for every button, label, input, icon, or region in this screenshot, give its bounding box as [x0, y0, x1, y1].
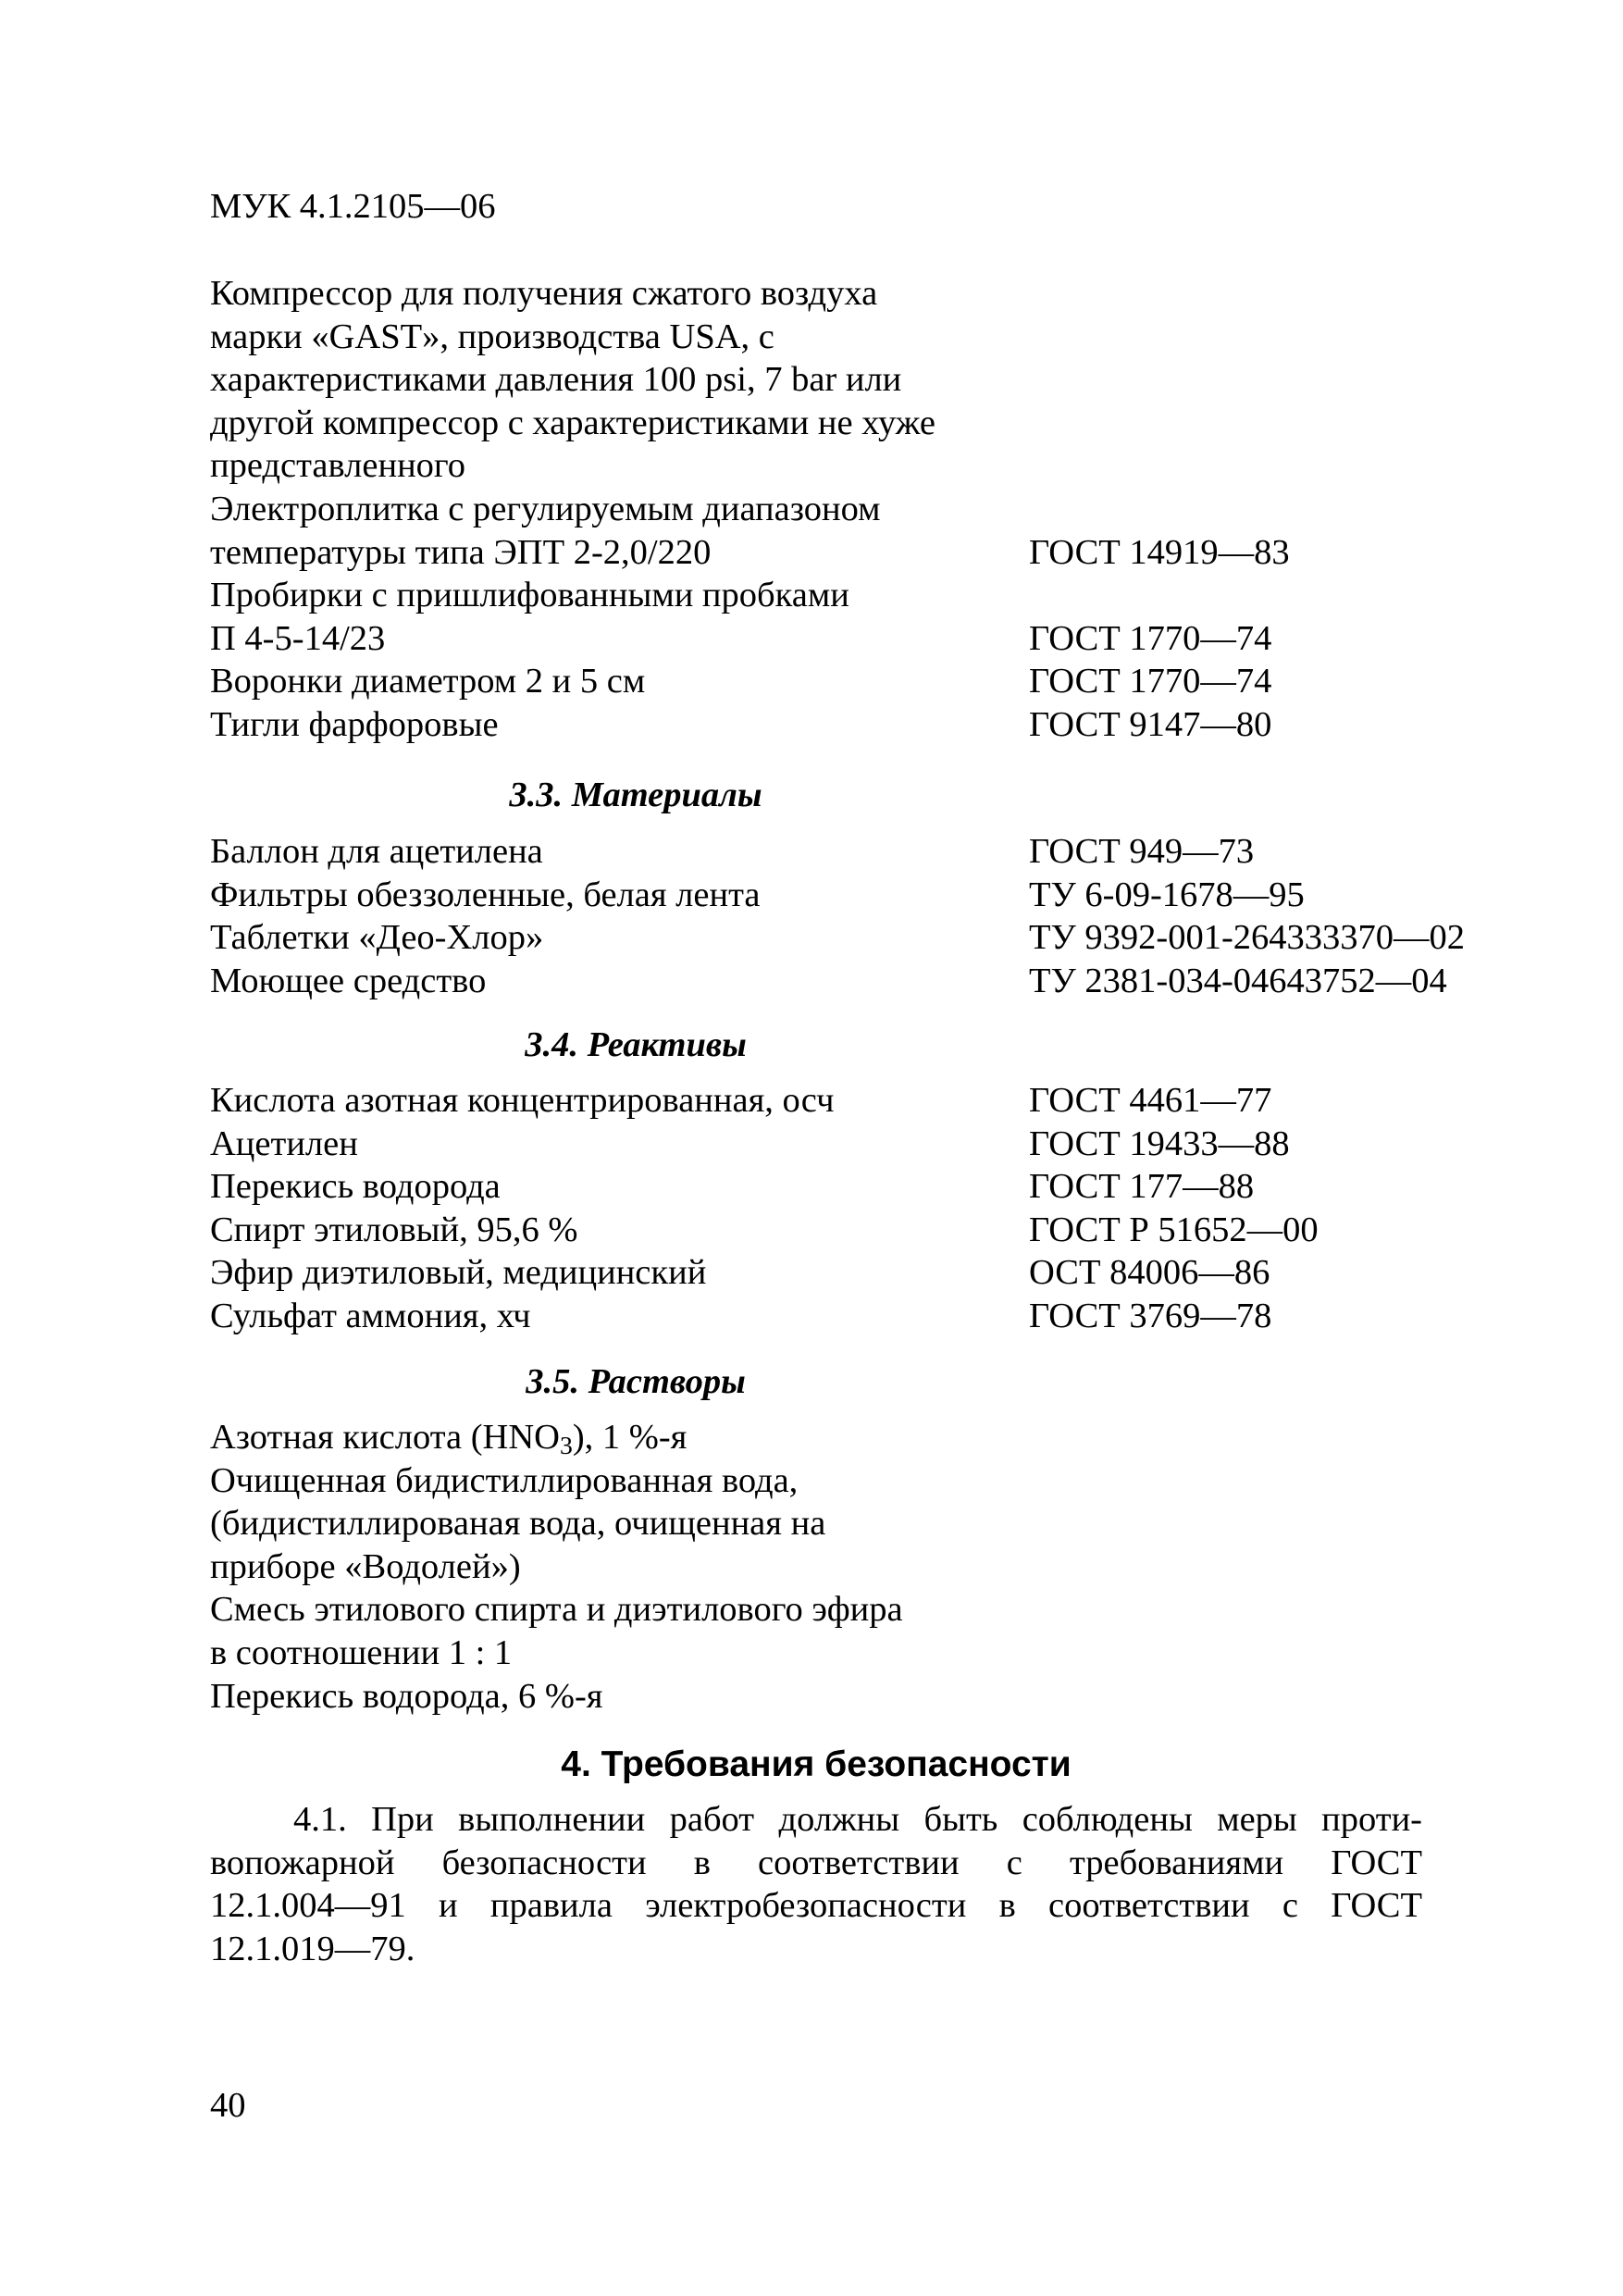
equipment-item-line: марки «GAST», производства USA, с [210, 316, 774, 356]
solution-item-line: в соотношении 1 : 1 [210, 1632, 513, 1672]
materials-list [210, 830, 1533, 1002]
equipment-item-line: характеристиками давления 100 psi, 7 bar или [210, 360, 902, 400]
equipment-item-line: Электроплитка с регулируемым диапазоном [210, 489, 881, 528]
equipment-item-line: Тигли фарфоровые [210, 704, 499, 744]
equipment-item-line: Воронки диаметром 2 и 5 см [210, 662, 646, 701]
reagent-name: Эфир диэтиловый, медицинский [210, 1253, 707, 1293]
reagent-name: Кислота азотная концентрированная, осч [210, 1081, 835, 1120]
equipment-item [210, 272, 1533, 488]
equipment-item-line: температуры типа ЭПТ 2-2,0/220 [210, 532, 712, 572]
safety-paragraph [210, 1798, 1422, 1970]
standard-reference: ТУ 9392-001-264333370—02 [1029, 918, 1466, 958]
standard-reference: ОСТ 84006—86 [1029, 1253, 1270, 1293]
material-name: Моющее средство [210, 961, 487, 1000]
standard-reference: ТУ 6-09-1678—95 [1029, 875, 1305, 914]
equipment-item-line: Пробирки с пришлифованными пробками [210, 576, 849, 615]
standard-reference: ГОСТ 9147—80 [1029, 704, 1272, 744]
standard-reference: ГОСТ 3769—78 [1029, 1296, 1272, 1335]
solution-item-line: приборе «Водолей») [210, 1546, 521, 1586]
solution-item-line: (бидистиллированая вода, очищенная на [210, 1504, 826, 1544]
equipment-item [210, 574, 1533, 660]
reagent-item [210, 1165, 1533, 1209]
reagent-item [210, 1209, 1533, 1252]
reagent-name: Ацетилен [210, 1123, 358, 1163]
standard-reference: ГОСТ 14919—83 [1029, 532, 1290, 572]
solutions-list [210, 1416, 1135, 1718]
standard-reference: ГОСТ 949—73 [1029, 832, 1255, 871]
reagent-item [210, 1251, 1533, 1295]
equipment-item [210, 703, 1533, 747]
materials-heading: 3.3. Материалы [509, 776, 762, 814]
solution-item-line: Очищенная бидистиллированная вода, [210, 1460, 799, 1500]
equipment-list [210, 272, 1533, 747]
equipment-item [210, 488, 1533, 574]
reagent-name: Сульфат аммония, хч [210, 1296, 531, 1335]
standard-reference: ТУ 2381-034-04643752—04 [1029, 961, 1447, 1000]
equipment-item-line: представленного [210, 446, 466, 486]
reagent-item [210, 1079, 1533, 1123]
standard-reference: ГОСТ 1770—74 [1029, 662, 1272, 701]
page-number: 40 [210, 2086, 246, 2125]
material-item [210, 874, 1533, 917]
paragraph-line: 12.1.019—79. [210, 1929, 415, 1968]
material-name: Таблетки «Део-Хлор» [210, 918, 544, 958]
standard-reference: ГОСТ Р 51652—00 [1029, 1210, 1319, 1249]
reagents-heading: 3.4. Реактивы [525, 1025, 747, 1064]
paragraph-line: вопожарной безопасности в соответствии с требованиями ГОСТ [210, 1843, 1422, 1882]
paragraph-line: 12.1.004—91 и правила электробезопасности в соответствии с ГОСТ [210, 1886, 1422, 1926]
solution-item-nitric-acid: Азотная кислота $(HNO_3)$, 1 %-я [210, 1418, 688, 1460]
document-code: МУК 4.1.2105—06 [210, 187, 496, 226]
reagents-list [210, 1079, 1533, 1338]
standard-reference: ГОСТ 4461—77 [1029, 1081, 1272, 1120]
equipment-item-line: П 4-5-14/23 [210, 618, 386, 658]
standard-reference: ГОСТ 177—88 [1029, 1167, 1255, 1207]
section-heading-safety: 4. Требования безопасности [561, 1744, 1072, 1784]
standard-reference: ГОСТ 1770—74 [1029, 618, 1272, 658]
reagent-item [210, 1295, 1533, 1338]
material-name: Фильтры обеззоленные, белая лента [210, 875, 761, 914]
solution-item-line: Смесь этилового спирта и диэтилового эфира [210, 1590, 903, 1630]
paragraph-line: 4.1. При выполнении работ должны быть соблюдены меры проти- [293, 1800, 1422, 1839]
material-item [210, 916, 1533, 960]
equipment-item [210, 660, 1533, 703]
solutions-heading: 3.5. Растворы [526, 1362, 746, 1401]
reagent-item [210, 1123, 1533, 1166]
material-item [210, 830, 1533, 874]
material-item [210, 960, 1533, 1003]
equipment-item-line: другой компрессор с характеристиками не хуже [210, 403, 935, 442]
reagent-name: Спирт этиловый, 95,6 % [210, 1210, 578, 1249]
equipment-item-line: Компрессор для получения сжатого воздуха [210, 274, 878, 313]
reagent-name: Перекись водорода [210, 1167, 501, 1207]
solution-item-line: Перекись водорода, 6 %-я [210, 1676, 603, 1716]
standard-reference: ГОСТ 19433—88 [1029, 1123, 1290, 1163]
material-name: Баллон для ацетилена [210, 832, 543, 871]
